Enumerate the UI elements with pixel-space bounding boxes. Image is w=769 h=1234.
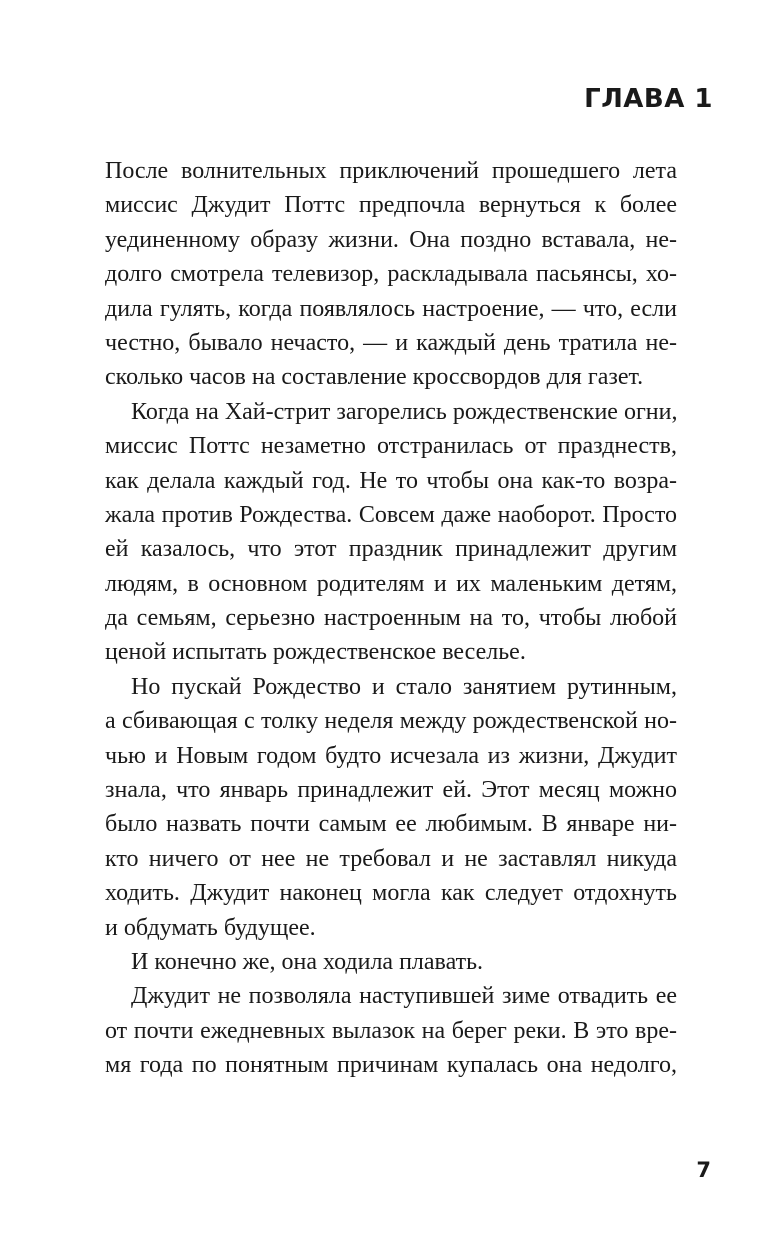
text-line: и обдумать будущее. [105,914,316,941]
text-line: Но пускай Рождество и стало занятием рутинным, [131,673,677,700]
text-line: да семьям, серьезно настроенным на то, чтобы любой [105,605,677,632]
text-line: жала против Рождества. Совсем даже наоборот. Просто [105,501,677,528]
body-text [105,154,677,1083]
text-line: кто ничего от нее не требовал и не заставлял никуда [105,845,677,872]
text-line: от почти ежедневных вылазок на берег реки. В это вре- [105,1017,677,1044]
page-number: 7 [696,1158,711,1182]
chapter-heading: ГЛАВА 1 [584,84,713,114]
text-line: ей казалось, что этот праздник принадлежит другим [105,536,677,563]
text-line: чью и Новым годом будто исчезала из жизни, Джудит [105,742,677,769]
text-line: Когда на Хай-стрит загорелись рождественские огни, [131,398,678,425]
text-line: уединенному образу жизни. Она поздно вставала, не- [105,226,677,253]
text-line: честно, бывало нечасто, — и каждый день тратила не- [105,329,677,356]
text-line: людям, в основном родителям и их маленьким детям, [105,570,677,597]
text-line: ценой испытать рождественское веселье. [105,639,526,666]
text-line: миссис Джудит Поттс предпочла вернуться к более [105,192,677,219]
text-line: мя года по понятным причинам купалась она недолго, [105,1052,677,1079]
text-line: Джудит не позволяла наступившей зиме отвадить ее [131,983,677,1010]
text-line: как делала каждый год. Не то чтобы она как-то возра- [105,467,677,494]
text-line: а сбивающая с толку неделя между рождественской но- [105,708,677,735]
text-line: И конечно же, она ходила плавать. [131,948,484,975]
text-line: было назвать почти самым ее любимым. В январе ни- [105,811,677,838]
text-line: ходить. Джудит наконец могла как следует отдохнуть [105,880,677,907]
text-line: миссис Поттс незаметно отстранилась от празднеств, [105,433,677,460]
text-line: дила гулять, когда появлялось настроение, — что, если [105,295,677,322]
text-line: долго смотрела телевизор, раскладывала пасьянсы, хо- [105,261,677,288]
text-line: сколько часов на составление кроссвордов для газет. [105,364,644,391]
text-line: знала, что январь принадлежит ей. Этот месяц можно [105,777,677,804]
text-line: После волнительных приключений прошедшего лета [105,158,677,184]
